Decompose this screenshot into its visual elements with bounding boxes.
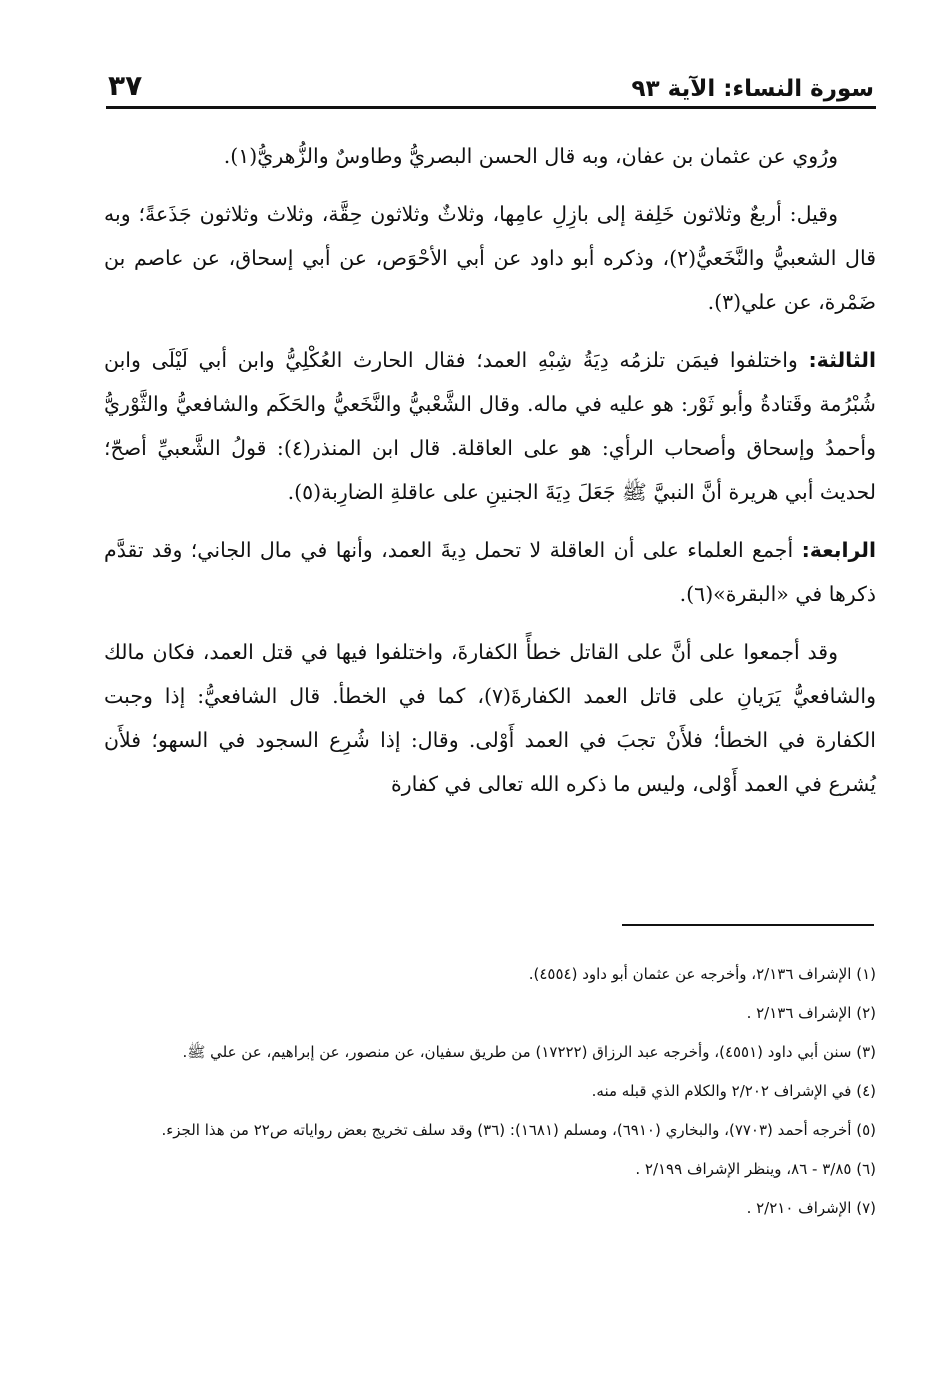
paragraph	[104, 338, 876, 514]
paragraph	[104, 630, 876, 806]
header-rule	[106, 106, 876, 109]
paragraph-text: وقد أجمعوا على أنَّ على القاتل خطأً الكفارةَ، واختلفوا فيها في قتل العمد، فكان مالك والشافعيُّ يَرَيانِ على قاتل العمد الكفارةَ(٧)، كما في الخطأ. قال الشافعيُّ: إذا وجبت الكفارة في الخطأ؛ فلأَنْ تجبَ في العمد أَوْلى. وقال: إذا شُرِع السجود في السهو؛ فلأَن يُشرع في العمد أَوْلى، وليس ما ذكره الله تعالى في كفارة	[104, 640, 876, 796]
paragraph	[104, 134, 876, 178]
footnote: (٤) في الإشراف ٢/٢٠٢ والكلام الذي قبله منه.	[591, 1082, 876, 1100]
paragraph-text: ورُوي عن عثمان بن عفان، وبه قال الحسن البصريُّ وطاوسٌ والزُّهريُّ(١).	[223, 144, 838, 168]
paragraph-text: واختلفوا فيمَن تلزمُه دِيَةُ شِبْهِ العمد؛ فقال الحارث العُكْلِيُّ وابن أبي لَيْلَى وابن شُبْرُمة وقَتادةُ وأبو ثَوْر: هو عليه في ماله. وقال الشَّعْبيُّ والنَّخَعيُّ والحَكَم والشافعيُّ والثَّوْريُّ وأحمدُ وإسحاق وأصحاب الرأي: هو على العاقلة. قال ابن المنذر(٤): قولُ الشَّعبيِّ أصحّ؛ لحديث أبي هريرة أنَّ النبيَّ ﷺ جَعَلَ دِيَةَ الجنينِ على عاقلةِ الضارِبة(٥).	[104, 348, 876, 504]
paragraph	[104, 192, 876, 324]
footnote: (١) الإشراف ٢/١٣٦، وأخرجه عن عثمان أبو داود (٤٥٥٤).	[528, 965, 876, 983]
main-text	[104, 134, 876, 820]
section-lead-word: الثالثة:	[808, 348, 876, 372]
section-lead-word: الرابعة:	[801, 538, 876, 562]
footnote: (٧) الإشراف ٢/٢١٠ .	[746, 1199, 876, 1217]
footnotes	[104, 958, 876, 1231]
paragraph	[104, 528, 876, 616]
paragraph-text: وقيل: أربعٌ وثلاثون خَلِفة إلى بازِلِ عامِها، وثلاثٌ وثلاثون حِقَّة، وثلاث وثلاثون جَذَعةً؛ وبه قال الشعبيُّ والنَّخَعيُّ(٢)، وذكره أبو داود عن أبي الأحْوَص، عن أبي إسحاق، عن عاصم بن ضَمْرة، عن علي(٣).	[104, 202, 876, 314]
running-header	[108, 62, 874, 102]
footnote: (٦) ٣/٨٥ - ٨٦، وينظر الإشراف ٢/١٩٩ .	[635, 1160, 876, 1178]
footnote: (٥) أخرجه أحمد (٧٧٠٣)، والبخاري (٦٩١٠)، ومسلم (١٦٨١): (٣٦) وقد سلف تخريج بعض رواياته ص٢٢ من هذا الجزء.	[161, 1121, 876, 1139]
footnote: (٣) سنن أبي داود (٤٥٥١)، وأخرجه عبد الرزاق (١٧٢٢٢) من طريق سفيان، عن منصور، عن إبراهيم، عن علي ﷺ.	[182, 1043, 876, 1061]
paragraph-text: أجمع العلماء على أن العاقلة لا تحمل دِيةَ العمد، وأنها في مال الجاني؛ وقد تقدَّم ذكرها في «البقرة»(٦).	[104, 538, 876, 606]
running-title: سورة النساء: الآية ٩٣	[631, 76, 874, 102]
footnote: (٢) الإشراف ٢/١٣٦ .	[746, 1004, 876, 1022]
page-number: ٣٧	[108, 69, 143, 102]
footnote-rule	[622, 924, 874, 926]
